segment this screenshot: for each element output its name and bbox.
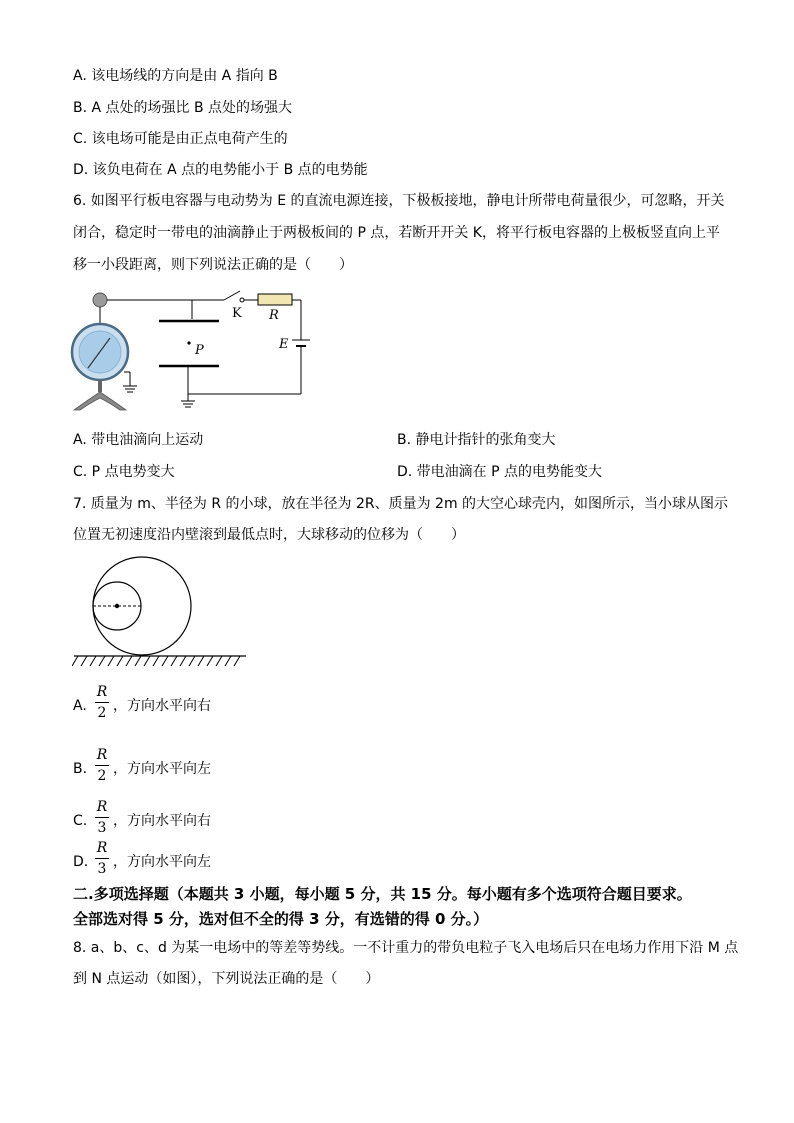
q5-option-d: D. 该负电荷在 A 点的电势能小于 B 点的电势能	[73, 162, 368, 178]
q7-option-c-fraction	[94, 799, 110, 836]
q5-option-c: C. 该电场可能是由正点电荷产生的	[73, 131, 288, 147]
q7-option-d-fraction	[94, 840, 110, 877]
q5-option-b: B. A 点处的场强比 B 点处的场强大	[73, 100, 293, 116]
fraction-numerator: R	[96, 684, 108, 700]
section-2-heading-line1: 二.多项选择题（本题共 3 小题，每小题 5 分，共 15 分。每小题有多个选项符合题目要求。	[73, 885, 692, 903]
point-p-label: P	[195, 343, 204, 358]
point-p	[187, 341, 190, 344]
section-2-heading-line2: 全部选对得 5 分，选对但不全的得 3 分，有选错的得 0 分。）	[73, 910, 489, 928]
q6-option-a: A. 带电油滴向上运动	[73, 432, 204, 448]
q7-stem-line1: 7. 质量为 m、半径为 R 的小球，放在半径为 2R、质量为 2m 的大空心球壳内，如图所示，当小球从图示	[73, 496, 729, 512]
fraction-numerator: R	[96, 747, 108, 763]
q6-option-c: C. P 点电势变大	[73, 464, 175, 480]
q7-stem-line2: 位置无初速度沿内壁滚到最低点时，大球移动的位移为（ ）	[73, 527, 465, 543]
switch-k	[224, 291, 240, 300]
q6-stem-line3: 移一小段距离，则下列说法正确的是（ ）	[73, 257, 353, 273]
q6-stem-line2: 闭合，稳定时一带电的油滴静止于两极板间的 P 点，若断开开关 K，将平行板电容器的上极板竖直向上平	[73, 225, 720, 241]
q7-sphere-diagram	[72, 554, 250, 670]
q6-option-d: D. 带电油滴在 P 点的电势能变大	[397, 464, 603, 480]
q7-option-b-fraction	[94, 747, 110, 784]
q8-stem-line1: 8. a、b、c、d 为某一电场中的等差等势线。一不计重力的带负电粒子飞入电场后只在电场力作用下沿 M 点	[73, 940, 739, 956]
resistor-label: R	[269, 308, 279, 323]
q5-option-a: A. 该电场线的方向是由 A 指向 B	[73, 68, 278, 84]
fraction-numerator: R	[96, 799, 108, 815]
q7-option-c-letter: C.	[73, 813, 88, 829]
fraction-denominator: 3	[97, 861, 107, 877]
q7-option-a-fraction	[94, 684, 110, 721]
source-label: E	[279, 337, 289, 352]
resistor	[258, 294, 292, 305]
q6-capacitor-circuit-diagram	[66, 288, 316, 418]
q7-option-c-text: ，方向水平向右	[113, 813, 211, 829]
fraction-denominator: 2	[97, 768, 107, 784]
fraction-denominator: 3	[97, 820, 107, 836]
q7-option-b-text: ，方向水平向左	[113, 761, 211, 777]
fraction-denominator: 2	[97, 705, 107, 721]
q7-option-a-text: ，方向水平向右	[113, 698, 211, 714]
q6-stem-line1: 6. 如图平行板电容器与电动势为 E 的直流电源连接，下极板接地，静电计所带电荷量很少，可忽略，开关	[73, 193, 725, 209]
switch-label: K	[232, 306, 242, 321]
electroscope-knob	[93, 293, 107, 307]
q7-option-a-letter: A.	[73, 698, 87, 714]
fraction-numerator: R	[96, 840, 108, 856]
q7-option-d-text: ，方向水平向左	[113, 854, 211, 870]
q6-option-b: B. 静电计指针的张角变大	[397, 432, 556, 448]
q7-option-d-letter: D.	[73, 854, 89, 870]
electroscope-stand	[74, 392, 126, 410]
q8-stem-line2: 到 N 点运动（如图），下列说法正确的是（ ）	[73, 971, 380, 987]
q7-option-b-letter: B.	[73, 761, 88, 777]
